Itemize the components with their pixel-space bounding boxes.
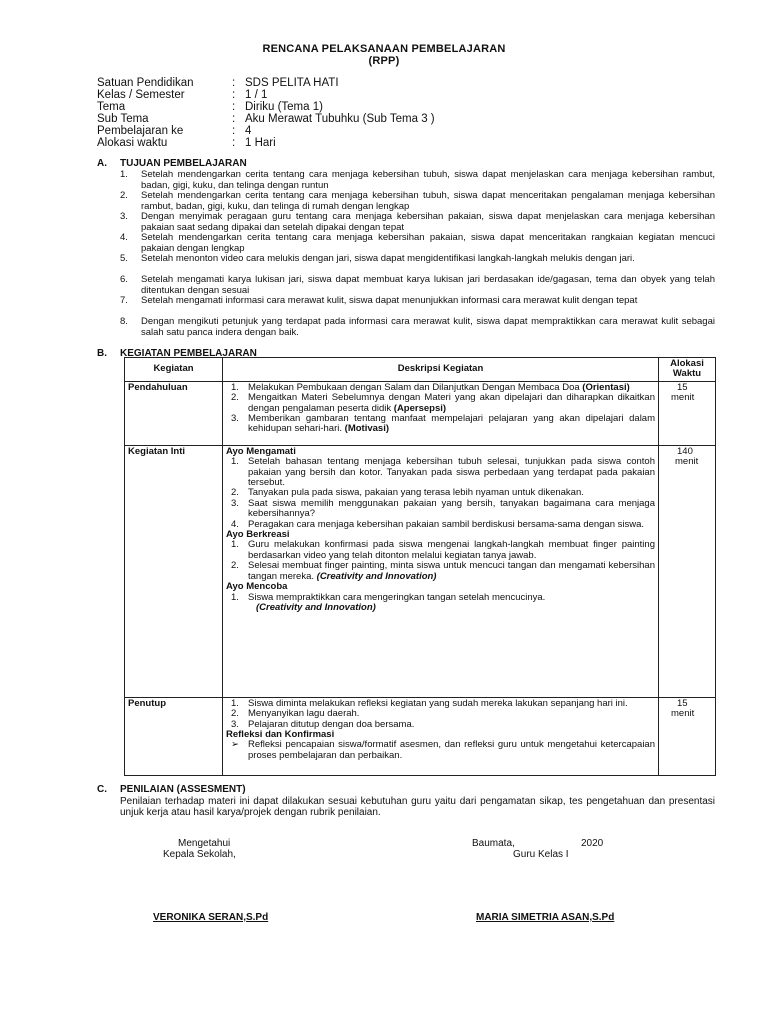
identity-colon: : (232, 89, 236, 101)
item-tag: (Apersepsi) (393, 402, 447, 414)
identity-value: Aku Merawat Tubuhku (Sub Tema 3 ) (245, 113, 435, 125)
item-text: Mengaitkan Materi Sebelumnya dengan Materi yang akan dipelajari dan diharapkan dikaitkan dengan pengalaman peserta didik (248, 392, 655, 414)
header-deskripsi: Deskripsi Kegiatan (223, 358, 659, 382)
list-item (226, 561, 655, 582)
objective-number: 5. (120, 253, 128, 264)
item-text: Setelah bahasan tentang menjaga kebersihan tubuh selesai, tunjukkan pada siswa contoh pakaian yang bersih dan kotor. Tanyakan pada siswa perbedaan yang terdapat pada pakaian tersebut. (248, 456, 655, 489)
subheading-refleksi: Refleksi dan Konfirmasi (226, 729, 335, 741)
list-item (226, 593, 655, 614)
item-number: 1. (231, 591, 239, 603)
header-alokasi-line2: Waktu (672, 368, 702, 380)
item-text: Refleksi pencapaian siswa/formatif asesmen, dan refleksi guru untuk mengetahui ketercapaian proses pembelajaran dan perbaikan. (248, 739, 655, 761)
subheading-mencoba: Ayo Mencoba (226, 581, 288, 593)
item-text: Tanyakan pula pada siswa, pakaian yang terasa lebih nyaman untuk dikenakan. (248, 487, 584, 499)
list-item (226, 457, 655, 488)
identity-value: SDS PELITA HATI (245, 77, 339, 89)
section-title: KEGIATAN PEMBELAJARAN (120, 348, 257, 359)
item-text: Guru melakukan konfirmasi pada siswa mengenai langkah-langkah membuat finger painting berdasarkan video yang telah ditonton melalui kegiatan tanya jawab. (248, 539, 655, 561)
sign-right-year: 2020 (581, 838, 604, 849)
item-number: 2. (231, 487, 239, 499)
time-value: 15 (677, 381, 688, 393)
phase-time (659, 445, 716, 697)
item-text: Menyanyikan lagu daerah. (248, 708, 360, 720)
identity-value: 1 Hari (245, 137, 276, 149)
item-number: 3. (231, 497, 239, 509)
item-tag: (Orientasi) (582, 381, 630, 393)
list-item (226, 520, 655, 530)
principal-name: VERONIKA SERAN,S.Pd (153, 912, 269, 923)
section-title: TUJUAN PEMBELAJARAN (120, 158, 247, 169)
identity-label: Kelas / Semester (97, 89, 185, 101)
identity-label: Alokasi waktu (97, 137, 168, 149)
phase-time (659, 381, 716, 445)
item-tag: (Creativity and Innovation) (316, 570, 437, 582)
identity-label: Satuan Pendidikan (97, 77, 194, 89)
activities-table (124, 357, 716, 776)
identity-value: Diriku (Tema 1) (245, 101, 323, 113)
header-alokasi (659, 358, 716, 382)
time-unit: menit (671, 392, 695, 404)
item-tag: (Creativity and Innovation) (256, 601, 376, 613)
item-number: 2. (231, 708, 239, 720)
objective-number: 8. (120, 316, 128, 327)
assessment-text: Penilaian terhadap materi ini dapat dilakukan sesuai kebutuhan guru yaitu dari pengamatan sikap, tes pengetahuan dan presentasi unjuk kerja atau hasil karya/projek dengan rubrik penilaian. (120, 796, 715, 818)
document-title: RENCANA PELAKSANAAN PEMBELAJARAN (262, 43, 506, 55)
item-number: 3. (231, 718, 239, 730)
subheading-berkreasi: Ayo Berkreasi (226, 529, 290, 541)
objective-text: Setelah mendengarkan cerita tentang cara menjaga kebersihan pakaian, siswa dapat menceritakan rangkaian kegiatan mencuci pakaian dengan lengkap (141, 232, 715, 254)
phase-name: Penutup (125, 697, 223, 775)
identity-value: 4 (245, 125, 252, 137)
objective-number: 3. (120, 211, 128, 222)
section-letter: C. (97, 784, 107, 795)
list-item (226, 499, 655, 520)
phase-description (223, 697, 659, 775)
sign-left-line1: Mengetahui (178, 838, 231, 849)
objective-text: Setelah mengamati karya lukisan jari, siswa dapat membuat karya lukisan jari berdasakan ide/gagasan, tema dan obyek yang telah ditentukan dengan sesuai (141, 274, 715, 296)
item-text: Peragakan cara menjaga kebersihan pakaian sambil berdiskusi bersama-sama dengan siswa. (248, 518, 645, 530)
item-number: 1. (231, 697, 239, 709)
objective-number: 6. (120, 274, 128, 285)
time-unit: menit (671, 708, 695, 720)
sign-right-line2: Guru Kelas I (513, 849, 569, 860)
list-item (226, 740, 655, 761)
section-title: PENILAIAN (ASSESMENT) (120, 784, 246, 795)
item-text: Memberikan gambaran tentang manfaat mempelajari pelajaran yang akan dipelajari dalam kehidupan sehari-hari. (248, 413, 655, 435)
subheading-mengamati: Ayo Mengamati (226, 445, 296, 457)
document-subtitle: (RPP) (368, 55, 400, 67)
identity-label: Tema (97, 101, 126, 113)
header-alokasi-line1: Alokasi (670, 358, 704, 369)
header-kegiatan: Kegiatan (125, 358, 223, 382)
identity-colon: : (232, 113, 236, 125)
list-item (226, 393, 655, 414)
identity-label: Pembelajaran ke (97, 125, 184, 137)
objective-text: Setelah mendengarkan cerita tentang cara menjaga kebersihan tubuh, siswa dapat menjelaskan cara menjaga kebersihan rambut, badan, gigi, kuku, dan telinga dengan runtun (141, 169, 715, 191)
identity-label: Sub Tema (97, 113, 149, 125)
list-item (226, 540, 655, 561)
identity-value: 1 / 1 (245, 89, 268, 101)
phase-name: Kegiatan Inti (125, 445, 223, 697)
list-item (226, 720, 655, 730)
item-text: Siswa diminta melakukan refleksi kegiatan yang sudah mereka lakukan sepanjang hari ini. (248, 697, 628, 709)
phase-description (223, 381, 659, 445)
objective-number: 4. (120, 232, 128, 243)
item-number: 2. (231, 560, 239, 572)
table-row-pendahuluan (125, 381, 716, 445)
identity-colon: : (232, 101, 236, 113)
item-text: Saat siswa memilih menggunakan pakaian yang bersih, tanyakan bagaimana cara menjaga kebersihannya? (248, 497, 655, 520)
identity-colon: : (232, 137, 236, 149)
item-number: 2. (231, 392, 239, 404)
list-item (226, 414, 655, 435)
item-text: Selesai membuat finger painting, minta siswa untuk mencuci tangan dan mengamati kebersihan tangan mereka. (248, 560, 655, 582)
item-tag: (Motivasi) (344, 423, 389, 435)
phase-time (659, 697, 716, 775)
time-value: 140 (677, 445, 693, 457)
objective-text: Setelah menonton video cara melukis dengan jari, siswa dapat mengidentifikasi langkah-langkah melukis dengan jari. (141, 253, 635, 264)
item-number: 3. (231, 413, 239, 425)
identity-colon: : (232, 77, 236, 89)
section-letter: B. (97, 348, 107, 359)
objective-text: Setelah mengamati informasi cara merawat kulit, siswa dapat menunjukkan informasi cara merawat kulit dengan tepat (141, 295, 638, 306)
objective-number: 2. (120, 190, 128, 201)
table-row-inti (125, 445, 716, 697)
section-letter: A. (97, 158, 107, 169)
objective-text: Dengan mengikuti petunjuk yang terdapat pada informasi cara merawat kulit, siswa dapat mempraktikkan cara merawat kulit sebagai salah satu panca indera dengan baik. (141, 316, 715, 338)
item-number: 4. (231, 518, 239, 530)
item-text: Melakukan Pembukaan dengan Salam dan Dilanjutkan Dengan Membaca Doa (248, 381, 580, 393)
item-text: Pelajaran ditutup dengan doa bersama. (248, 718, 415, 730)
teacher-name: MARIA SIMETRIA ASAN,S.Pd (476, 912, 615, 923)
item-number: 1. (231, 381, 239, 393)
identity-colon: : (232, 125, 236, 137)
item-text: Siswa mempraktikkan cara mengeringkan tangan setelah mencucinya. (248, 591, 546, 603)
table-row-penutup (125, 697, 716, 775)
objective-number: 1. (120, 169, 128, 180)
time-unit: menit (675, 456, 699, 468)
item-number: 1. (231, 456, 239, 468)
arrow-bullet-icon: ➢ (231, 739, 239, 751)
objective-text: Setelah mendengarkan cerita tentang cara menjaga kebersihan tubuh, siswa dapat menceritakan pengalaman menjaga kebersihan rambut, badan, gigi, kuku, dan telinga di rumah dengan lengkap (141, 190, 715, 212)
time-value: 15 (677, 697, 688, 709)
sign-right-place: Baumata, (472, 838, 515, 849)
phase-name: Pendahuluan (125, 381, 223, 445)
sign-left-line2: Kepala Sekolah, (163, 849, 236, 860)
phase-description (223, 445, 659, 697)
item-number: 1. (231, 539, 239, 551)
objective-text: Dengan menyimak peragaan guru tentang cara menjaga kebersihan pakaian, siswa dapat menjelaskan cara menjaga kebersihan pakaian saat sedang dipakai dan setelah dipakai dengan tepat (141, 211, 715, 233)
objective-number: 7. (120, 295, 128, 306)
table-header-row (125, 358, 716, 382)
